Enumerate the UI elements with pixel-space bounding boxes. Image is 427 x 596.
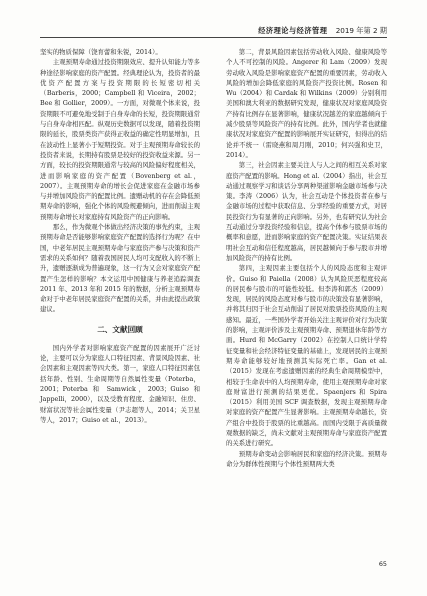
journal-name: 经济理论与经济管理: [258, 26, 328, 35]
paragraph: 第二，背景风险因素包括劳动收入风险、健康风险等个人不可控制的风险。Angerer 和 Lam（2009）发现劳动收入风险是影响家庭资产配置的重要因素，劳动收入风险的增加会降低家庭的风险资产投资比例。Rosen 和 Wu（2004）和 Cardak 和 Wilkins（2009）分别利用美国和澳大利亚的数据研究发现，健康状况对家庭风险资产持有比例存在显著影响，健康状况越差的家庭越倾向于减少股票等风险资产的持有比例。此外，国内学者也就健康状况对家庭资产配置的影响展开实证研究，但得出的结论并不统一（雷晓燕和周月刚，2010；何兴强和史卫，2014）。: [226, 48, 387, 159]
paragraph: 预期寿命变动会影响居民和家庭的经济决策。预期寿命分为群体性预期与个体性预期两大类: [226, 449, 387, 468]
paragraph: 主观预期寿命通过投资期限效应、提升认知能力等多种途径影响家庭的资产配置。经典理论认为，投资者的最优资产配置方案与投资期限的长短密切相关（Barberis，2000；Campbell 和 Viceira，2002；Bee 和 Gollier，2009）。一方面，对微观个体来说，投资期限不可避免地受制于自身寿命的长短，投资期限通常与自身寿命相匹配。纵观历史数据可以发现，随着投资期限的延长，股票类资产获得正收益的确定性明显增加，且在波动性上显著小于短期投资。对于主观预期寿命较长的投资者来说，长期持有股票是较好的投资收益来源。另一方面，较长的投资期限通常与较高的风险偏好程度相关，进而影响家庭的资产配置（Bovenberg et al.，2007）。主观预期寿命的增长会促进家庭在金融市场参与并增加风险资产的配置比例。遗赠动机的存在会降低预期寿命的影响，强化个体的风险规避倾向，进而削弱主观预期寿命增长对家庭持有风险资产的正向影响。: [40, 58, 200, 221]
header-rule: [40, 37, 387, 38]
paragraph: 那么，作为微观个体做出经济决策的事先约束，主观预期寿命是否能够影响家庭资产配置的选择行为呢？在中国，中老年居民主观预期寿命与家庭资产参与决策和资产需求的关系如何？随着我国居民人均可支配收入的不断上升，遗赠逐渐成为普遍现象，这一行为又会对家庭资产配置产生怎样的影响？本文运用中国健康与养老追踪调查 2011 年、2013 年和 2015 年的数据，分析主观预期寿命对于中老年居民家庭资产配置的关系，并由此提出政策建议。: [40, 223, 200, 314]
paragraph: 国内外学者对影响家庭资产配置的因素展开广泛讨论，主要可以分为家庭人口特征因素、背景风险因素、社会因素和主观因素等四大类。第一，家庭人口特征因素包括年龄、性别、生命周期等自然属性变量（Poterba，2001；Poterba 和 Samwick，2003；Guiso 和 Jappelli，2000），以及受教育程度、金融知识、住房、财富状况等社会属性变量（尹志超等人，2014；关卫星等人，2017；Guiso et al.，2013）。: [40, 343, 200, 424]
section-title: 二、文献回顾: [97, 324, 143, 334]
paragraph: 第三，社会因素主要关注人与人之间的相互关系对家庭资产配置的影响。Hong et al.（2004）指出，社会互动通过观察学习和谈话分享两种渠道影响金融市场参与决策。李涛（2006）认为，社会互动是个体投资者在参与金融市场的过程中获取信息、分享经验的重要方式，对居民投资行为有显著的正向影响。另外，也有研究认为社会互动通过分享投资经验和信息，提高个体参与股票市场的概率和意愿，进而影响家庭的资产配置决策。实证结果表明社会互动和信任程度越高，居民越倾向于参与股市并增加风险资产的持有比例。: [226, 161, 387, 262]
paragraph: 坚实的物质保障（饶育蕾和朱锐，2014）。: [40, 48, 162, 56]
page-number: 65: [378, 560, 387, 568]
left-column: [40, 47, 200, 425]
running-header: [40, 26, 387, 36]
paragraph: 第四，主观因素主要包括个人的风险态度和主观评价。Guiso 和 Paiella（2008）认为风险厌恶程度较高的居民参与股市的可能性较低。但李涛和郭杰（2009）发现，居民的风险态度对参与股市的决策没有显著影响，并将其归因于社会互动削弱了居民对股票投资风险的主观感知。最近，一些国外学者开始关注主观评价对行为决策的影响，主观评价涉及主观预期寿命、预期退休年龄等方面。Hurd 和 McGarry（2002）在控制人口统计学特征变量和社会经济特征变量的基础上，发现居民的主观预期寿命能够较好地预测其实际死亡率。Gan et al.（2015）发现在考虑遗赠因素的经典生命周期模型中，相较于生命表中的人均预期寿命，使用主观预期寿命对家庭财富进行预测的结果更优。Spaenjers 和 Spira（2015）利用美国 SCF 调查数据，发现主观预期寿命对家庭的资产配置产生显著影响。主观预期寿命越长，资产组合中投资于股票的比重越高。而国内受限于高质量微观数据的缺乏，尚未文献对主观预期寿命与家庭资产配置的关系进行研究。: [226, 264, 387, 448]
right-column: [226, 47, 387, 469]
issue-label: 2019 年第 2 期: [335, 26, 387, 35]
